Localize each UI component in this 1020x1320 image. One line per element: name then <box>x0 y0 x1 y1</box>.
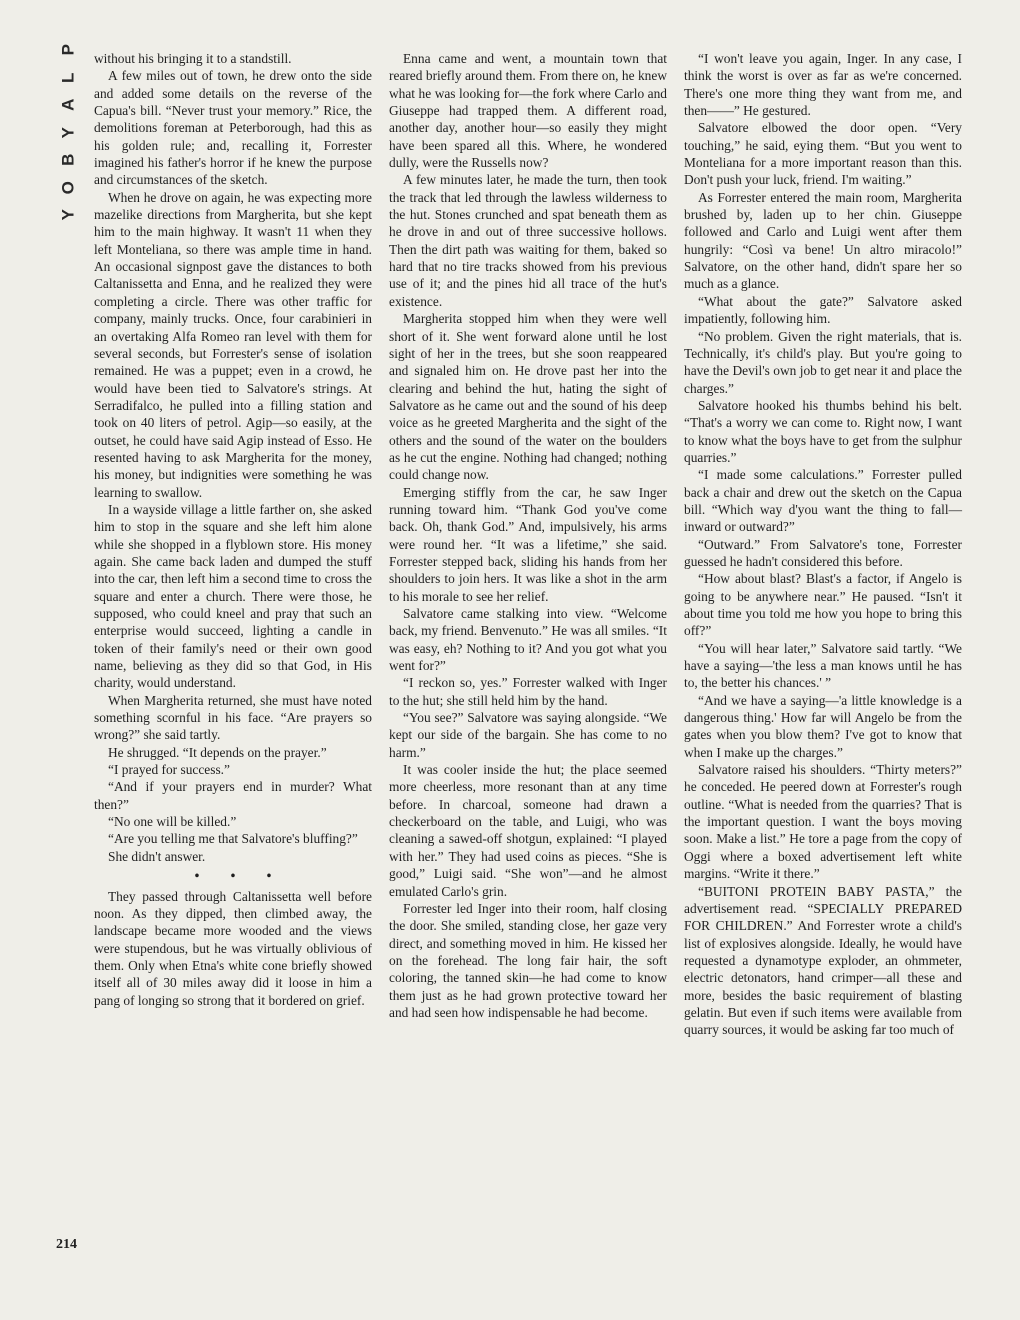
paragraph: She didn't answer. <box>108 848 206 864</box>
paragraph: “No problem. Given the right materials, that is. Technically, it's child's play. But you're going to have the Devil's own job to get near it and place the charges.” <box>684 328 962 396</box>
paragraph: Enna came and went, a mountain town that reared briefly around them. From there on, he knew what he was looking for—the fork where Carlo and Giuseppe had trapped them. A different road, another day, another hour—so easily they might have been spared all this. Where, he wondered dully, were the Russells now? <box>389 51 667 171</box>
paragraph: A few miles out of town, he drew onto the side and added some details on the reverse of the Capua's bill. “Never trust your memory.” Rice, the demolitions foreman at Peterborough, had this as his golden rule; and, recalling it, Forrester imagined his father's horror if he knew the purpose and circumstances of the sketch. <box>94 68 372 188</box>
paragraph: “Outward.” From Salvatore's tone, Forrester guessed he hadn't considered this before. <box>684 536 962 569</box>
paragraph: “I won't leave you again, Inger. In any case, I think the worst is over as far as we're concerned. There's one more thing they want from me, and then——” He gestured. <box>684 51 962 119</box>
paragraph: When Margherita returned, she must have noted something scornful in his face. “Are prayers so wrong?” she said tartly. <box>94 692 372 743</box>
section-break: • • • <box>194 868 286 884</box>
spine-letter: Y <box>58 209 78 221</box>
paragraph: When he drove on again, he was expecting more mazelike directions from Margherita, but she kept him to the main highway. It wasn't 11 when they left Monteliana, so there was ample time in hand. An occasional signpost gave the distances to both Caltanissetta and Enna, and he realized they were completing a circle. There was other traffic for company, mainly trucks. Once, four carabinieri in an overtaking Alfa Romeo ran level with them for several seconds, but Forrester's sense of isolation remained. He was a puppet; even in a crowd, he would have been tied to Salvatore's strings. At Serradifalco, he pulled into a filling station and took on 40 liters of petrol. Agip—so easily, at the outset, he could have said Agip instead of Esso. He resented having to ask Margherita for the money, his money, but indignities were something he was learning to swallow. <box>94 189 372 500</box>
text-column-3 <box>684 50 962 1039</box>
paragraph: “BUITONI PROTEIN BABY PASTA,” the advertisement read. “SPECIALLY PREPARED FOR CHILDREN.” And Forrester wrote a child's list of explosives alongside. Ideally, he would have requested a dynamotype exploder, an ohmmeter, electric detonators, hand crimper—all these and more, besides the basic requirement of blasting gelatin. But even if such items were available from quarry sources, it would be asking far too much of <box>684 883 962 1038</box>
text-column-2 <box>389 50 667 1021</box>
paragraph: They passed through Caltanissetta well before noon. As they dipped, then climbed away, the landscape became more wooded and the views were stupendous, but he was virtually oblivious of them. Only when Etna's white cone briefly showed itself all of 30 miles away did it loose in him a pang of longing so strong that it bordered on grief. <box>94 888 372 1008</box>
paragraph: A few minutes later, he made the turn, then took the track that led through the lawless wilderness to the hut. Stones crunched and spat beneath them as he drove in and out of three successive hollows. Then the dirt path was waiting for them, baked so hard that no tire tracks showed from his previous use of it; and the pines hid all trace of the hut's existence. <box>389 172 667 309</box>
paragraph: Emerging stiffly from the car, he saw Inger running toward him. “Thank God you've come back. Oh, thank God.” And, impulsively, his arms were round her. “It was a lifetime,” she said. Forrester stepped back, sliding his hands from her shoulders to join hers. It was like a shot in the arm to his morale to see her relief. <box>389 484 667 604</box>
paragraph: “And if your prayers end in murder? What then?” <box>94 779 372 812</box>
paragraph: As Forrester entered the main room, Margherita brushed by, laden up to her chin. Giuseppe followed and Carlo and Luigi went after them hungrily: “Così va bene! Un altro miracolo!” Salvatore, on the other hand, didn't spare her so much as a glance. <box>684 189 962 292</box>
paragraph: “How about blast? Blast's a factor, if Angelo is going to be anywhere near.” He paused. “Isn't it about time you told me how you hope to bring this off?” <box>684 571 962 639</box>
spine-letter: P <box>58 44 78 56</box>
paragraph: “You will hear later,” Salvatore said tartly. “We have a saying—'the less a man knows until he has to, the better his chances.' ” <box>684 640 962 691</box>
paragraph: without his bringing it to a standstill. <box>94 51 292 66</box>
paragraph: “No one will be killed.” <box>108 814 237 830</box>
paragraph: “I made some calculations.” Forrester pulled back a chair and drew out the sketch on the Capua bill. “Which way d'you want the thing to fall—inward or outward?” <box>684 467 962 535</box>
paragraph: He shrugged. “It depends on the prayer.” <box>108 744 327 760</box>
spine-letter: O <box>58 180 78 194</box>
spine-letter: B <box>58 153 78 166</box>
paragraph: “What about the gate?” Salvatore asked impatiently, following him. <box>684 293 962 327</box>
magazine-spine-title <box>58 36 78 229</box>
paragraph: “And we have a saying—'a little knowledge is a dangerous thing.' How far will Angelo be from the gates when you blow them? I've got to know that when I make up the charges.” <box>684 692 962 760</box>
paragraph: It was cooler inside the hut; the place seemed more cheerless, more resonant than at any time before. In charcoal, someone had drawn a checkerboard on the table, and Luigi, who was cleaning a sawed-off shotgun, explained: “I played with her.” They had used coins as pieces. “She is good,” Luigi said. “She won”—and he almost emulated Carlo's grin. <box>389 762 667 899</box>
paragraph: Salvatore elbowed the door open. “Very touching,” he said, eying them. “But you went to Monteliana for a more important reason than this. Don't push your luck, friend. I'm waiting.” <box>684 120 962 188</box>
paragraph: “You see?” Salvatore was saying alongside. “We kept our side of the bargain. She has come to no harm.” <box>389 710 667 760</box>
paragraph: Forrester led Inger into their room, half closing the door. She smiled, standing close, her gaze very direct, and something moved in him. He kissed her on the forehead. The long fair hair, the soft coloring, the tanned skin—he had come to know them just as he had grown protective toward her and had seen how indispensable he had become. <box>389 900 667 1020</box>
spine-letter: A <box>58 98 78 111</box>
paragraph: Salvatore came stalking into view. “Welcome back, my friend. Benvenuto.” He was all smiles. “It was easy, eh? Nothing to it? And you got what you went for?” <box>389 606 667 674</box>
paragraph: Salvatore raised his shoulders. “Thirty meters?” he conceded. He peered down at Forrester's rough outline. “What is needed from the quarries? That is the important question. I want the boys moving soon. Make a list.” He tore a page from the copy of Oggi where a boxed advertisement left white margins. “Write it there.” <box>684 762 962 882</box>
spine-letter: L <box>58 72 78 83</box>
paragraph: “I reckon so, yes.” Forrester walked with Inger to the hut; she still held him by the hand. <box>389 675 667 708</box>
page-number: 214 <box>56 1237 77 1252</box>
spine-letter: Y <box>58 126 78 138</box>
paragraph: Salvatore hooked his thumbs behind his belt. “That's a worry we can come to. Right now, I want to know what the boys have to get from the sulphur quarries.” <box>684 397 962 465</box>
paragraph: Margherita stopped him when they were well short of it. She went forward alone until he lost sight of her in the trees, but she soon reappeared and signaled him on. He drove past her into the clearing and behind the hut, hating the sight of Salvatore as he came out and the sound of his deep voice as he greeted Margherita and the sight of the others and the sound of the water on the boulders as he cut the engine. Nothing had changed; nothing could change now. <box>389 311 667 483</box>
paragraph: “Are you telling me that Salvatore's bluffing?” <box>108 831 358 847</box>
paragraph: In a wayside village a little farther on, she asked him to stop in the square and she left him alone while she shopped in a flyblown store. His money again. She came back laden and dumped the stuff into the car, then left him a second time to cross the square and enter a church. There were those, he supposed, who could kneel and pray that such an enterprise would succeed, lighting a candle in token of their family's need or their own good name, believing as they did so that God, in His charity, would understand. <box>94 501 372 691</box>
text-column-1 <box>94 50 372 1009</box>
paragraph: “I prayed for success.” <box>108 762 230 778</box>
